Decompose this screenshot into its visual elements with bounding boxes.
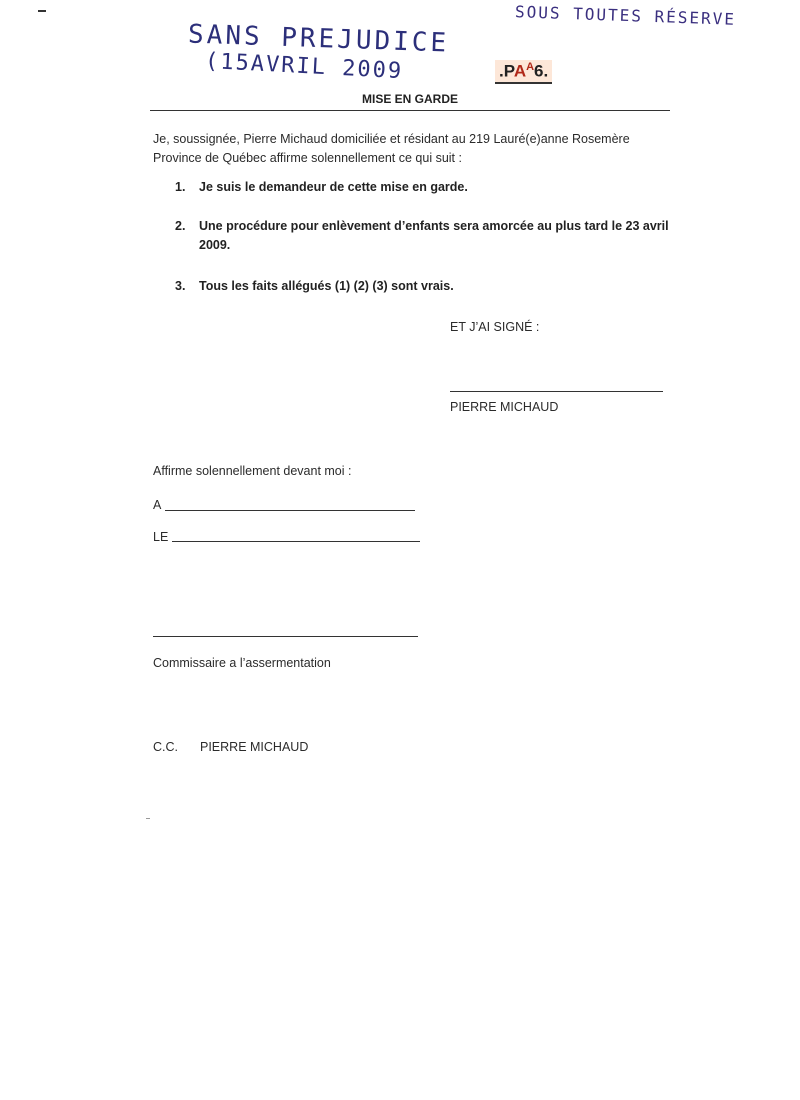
- date-field-line: [172, 541, 420, 542]
- affirm-label: Affirme solennellement devant moi :: [153, 464, 352, 478]
- scan-mark: [146, 818, 150, 819]
- list-item-text: [199, 217, 669, 255]
- list-item-number: 2.: [175, 219, 186, 233]
- handwritten-sans-prejudice: SANS PREJUDICE: [187, 19, 450, 59]
- document-title: MISE EN GARDE: [361, 92, 458, 106]
- intro-line-1: Je, soussignée, Pierre Michaud domiciliée et résidant au 219 Lauré(e)anne Rosemère: [153, 132, 630, 146]
- stamp-superscript: A: [526, 61, 535, 73]
- list-item-line-2: 2009.: [199, 238, 231, 252]
- signature-label: ET J’AI SIGNÉ :: [450, 320, 540, 334]
- handwritten-date: (15AVRIL 2009: [204, 48, 404, 85]
- title-divider: [150, 110, 670, 111]
- cc-name: PIERRE MICHAUD: [200, 740, 309, 754]
- list-item-number: 3.: [175, 279, 186, 293]
- intro-paragraph: [153, 130, 630, 168]
- list-item-text: Je suis le demandeur de cette mise en garde.: [199, 180, 468, 194]
- stamp-number: 6.: [534, 61, 549, 81]
- list-item-number: 1.: [175, 180, 186, 194]
- signature-name: PIERRE MICHAUD: [450, 400, 559, 414]
- date-label: LE: [153, 530, 169, 544]
- list-item-text: Tous les faits allégués (1) (2) (3) sont vrais.: [199, 279, 454, 293]
- stamp-prefix: .P: [499, 61, 514, 81]
- commissioner-signature-line: [153, 636, 418, 637]
- place-label: A: [153, 498, 162, 512]
- stamp-letter: A: [513, 61, 527, 81]
- cc-label: C.C.: [153, 740, 178, 754]
- handwritten-sous-toutes-reserve: SOUS TOUTES RÉSERVE: [514, 2, 737, 29]
- list-item-line-1: Une procédure pour enlèvement d’enfants sera amorcée au plus tard le 23 avril: [199, 219, 669, 233]
- intro-line-2: Province de Québec affirme solennellement ce qui suit :: [153, 151, 462, 165]
- signature-line: [450, 391, 663, 392]
- place-field-line: [165, 510, 415, 511]
- scan-mark: [38, 10, 46, 12]
- document-stamp: [495, 60, 552, 84]
- commissioner-label: Commissaire a l’assermentation: [153, 656, 331, 670]
